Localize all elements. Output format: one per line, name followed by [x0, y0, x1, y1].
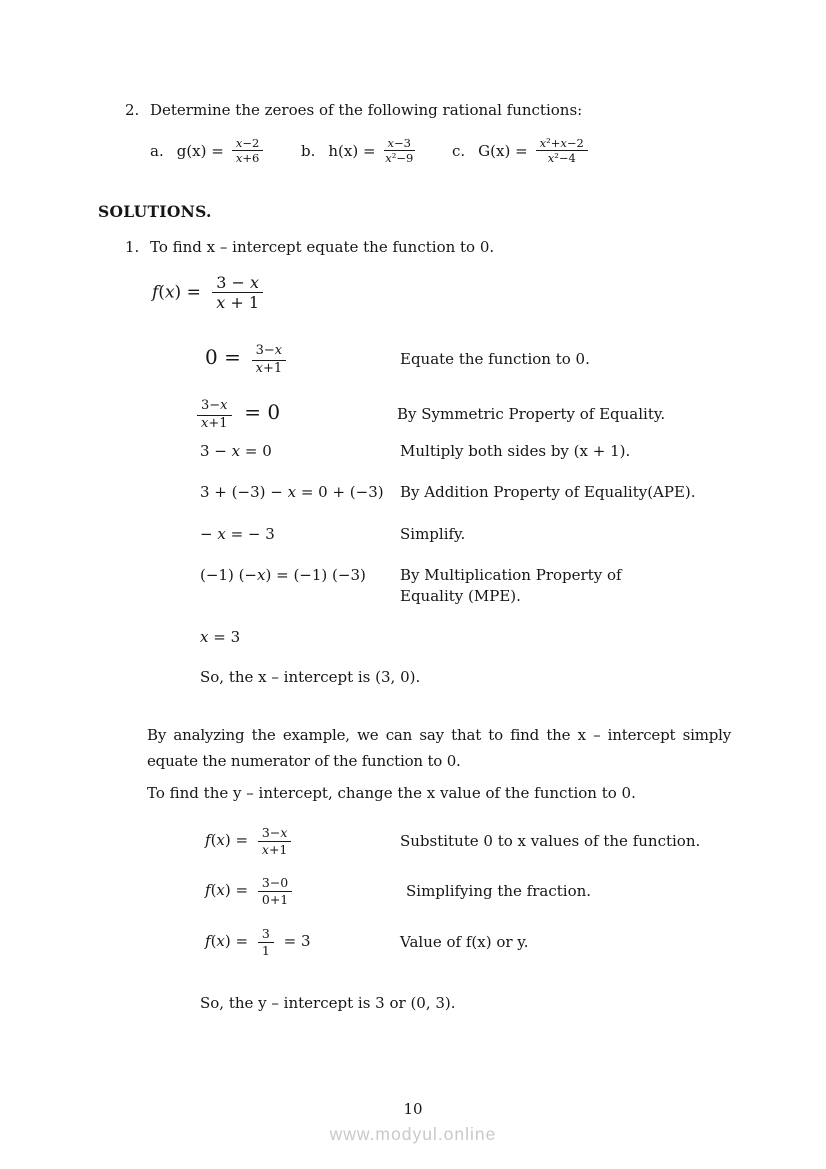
solution-item-1-text: To find x – intercept equate the function to 0.	[150, 238, 495, 256]
step-note-line-1: By Multiplication Property of	[400, 566, 622, 584]
step-equation: (−1) (−x) = (−1) (−3)	[200, 566, 366, 584]
step-row	[200, 441, 745, 462]
fraction-numerator: x−3	[384, 137, 415, 151]
question-2-number: 2.	[125, 101, 140, 119]
step-equation-rhs: = 0	[244, 400, 281, 424]
fraction	[536, 137, 588, 165]
step-row	[205, 876, 745, 906]
step-row	[200, 399, 745, 431]
step-equation-lhs: f(x) =	[205, 831, 249, 849]
fraction-numerator: 3−x	[252, 344, 287, 360]
fraction-numerator: 3−x	[258, 826, 292, 842]
fraction-denominator: x + 1	[216, 293, 260, 313]
step-equation	[197, 399, 397, 431]
step-row	[200, 565, 745, 607]
fraction-numerator: 3	[258, 927, 274, 943]
fraction	[197, 399, 232, 430]
fraction-numerator: 3−x	[197, 399, 232, 415]
step-equation: − x = − 3	[200, 525, 275, 544]
step-note: Simplify.	[400, 525, 466, 543]
fraction-numerator: x²+x−2	[536, 137, 588, 151]
fraction	[212, 274, 263, 312]
step-row	[205, 927, 745, 957]
fraction-denominator: 0+1	[261, 891, 289, 907]
subitem-b-function: h(x) =	[328, 141, 376, 160]
page-number: 10	[403, 1100, 423, 1118]
fraction-numerator: 3−0	[258, 876, 292, 892]
step-note: Simplifying the fraction.	[406, 881, 592, 900]
step-equation-rhs: = 3	[283, 932, 311, 950]
step-row	[205, 826, 745, 856]
subitem-c-function: G(x) =	[478, 141, 528, 160]
step-note: By Addition Property of Equality(APE).	[400, 483, 696, 501]
fraction-numerator: 3 − x	[212, 274, 263, 293]
fraction	[252, 344, 287, 375]
fraction-numerator: x−2	[232, 137, 263, 151]
step-note-line-2: Equality (MPE).	[400, 587, 521, 605]
step-note: Multiply both sides by (x + 1).	[400, 442, 631, 460]
subitem-a	[150, 137, 263, 165]
fraction-denominator: x+1	[255, 360, 283, 376]
step-note: Equate the function to 0.	[400, 350, 590, 369]
step-equation: x = 3	[200, 628, 241, 646]
display-equation-lhs: f(x) =	[152, 282, 201, 303]
step-note	[400, 565, 745, 607]
step-row	[200, 627, 745, 647]
subitem-b	[301, 137, 415, 165]
fraction-denominator: x+6	[235, 151, 260, 166]
solutions-heading: SOLUTIONS.	[98, 202, 212, 221]
step-equation	[205, 826, 400, 856]
solution-item-1-number: 1.	[125, 238, 140, 256]
step-equation	[200, 344, 400, 376]
fraction-denominator: x+1	[261, 841, 288, 857]
step-note: Value of f(x) or y.	[400, 932, 529, 951]
fraction	[258, 876, 292, 906]
fraction	[384, 137, 415, 165]
step-row	[200, 524, 745, 545]
step-equation: 3 + (−3) − x = 0 + (−3)	[200, 483, 384, 502]
subitem-c-label: c.	[452, 141, 466, 160]
step-equation-lhs: f(x) =	[205, 932, 249, 950]
step-note: Substitute 0 to x values of the function.	[400, 831, 701, 850]
subitem-b-label: b.	[301, 141, 316, 160]
watermark: www.modyul.online	[329, 1124, 497, 1144]
question-2-text: Determine the zeroes of the following rational functions:	[150, 101, 583, 119]
fraction-denominator: x²−4	[547, 151, 576, 166]
subitem-a-label: a.	[150, 141, 164, 160]
step-equation	[205, 927, 400, 957]
step-row	[200, 482, 745, 503]
step-note: By Symmetric Property of Equality.	[397, 405, 666, 424]
step-equation-lhs: 0 =	[205, 345, 241, 369]
display-equation	[152, 274, 263, 312]
step-equation: 3 − x = 0	[200, 442, 272, 461]
fraction-denominator: x+1	[201, 415, 228, 431]
solution-item-1	[125, 237, 745, 257]
step-row	[200, 344, 745, 376]
fraction-denominator: x²−9	[385, 151, 414, 166]
fraction	[232, 137, 263, 165]
x-intercept-conclusion: So, the x – intercept is (3, 0).	[200, 668, 421, 686]
analysis-paragraph: By analyzing the example, we can say that to find the x – intercept simply equate the numerator of the function to 0.	[147, 726, 731, 770]
subitem-c	[452, 137, 588, 165]
fraction	[258, 927, 274, 957]
fraction-denominator: 1	[261, 942, 270, 958]
y-intercept-conclusion: So, the y – intercept is 3 or (0, 3).	[200, 994, 456, 1012]
fraction	[258, 826, 292, 856]
step-equation	[205, 876, 400, 906]
question-2	[125, 100, 745, 120]
step-equation-lhs: f(x) =	[205, 881, 249, 899]
subitem-a-function: g(x) =	[176, 141, 224, 160]
y-intercept-instruction: To find the y – intercept, change the x value of the function to 0.	[147, 784, 636, 802]
